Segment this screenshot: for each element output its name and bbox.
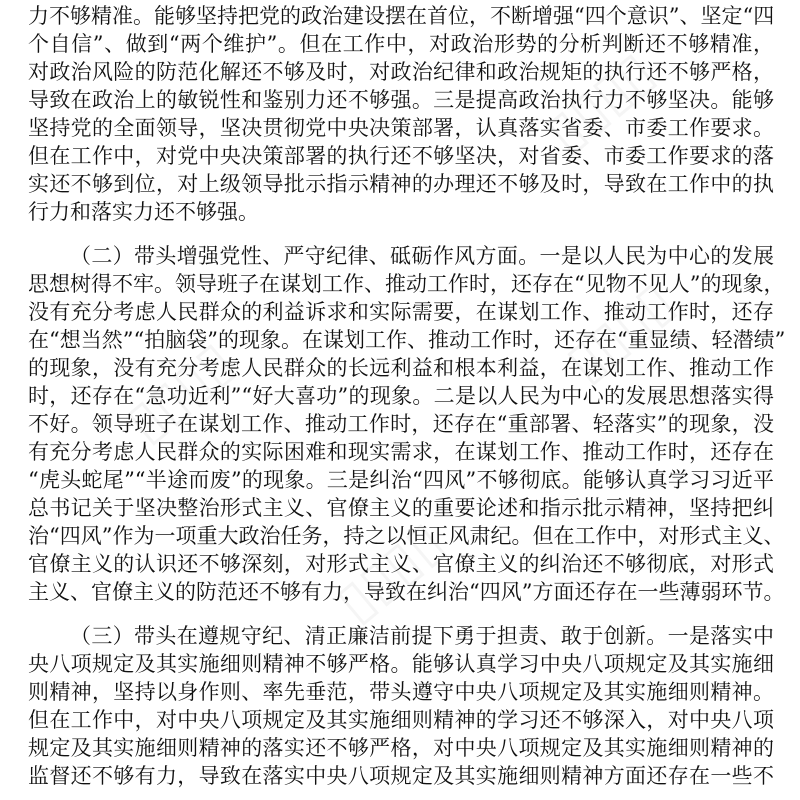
text-line: “虎头蛇尾”“半途而废”的现象。三是纠治“四风”不够彻底。能够认真学习习近平 <box>28 468 774 492</box>
text-line: 央八项规定及其实施细则精神不够严格。能够认真学习中央八项规定及其实施细 <box>28 652 774 676</box>
text-line: 则精神，坚持以身作则、率先垂范，带头遵守中央八项规定及其实施细则精神。 <box>28 680 774 704</box>
watermark: ▯▯▯▯ <box>113 329 246 454</box>
text-line: 实还不够到位，对上级领导批示指示精神的办理还不够及时，导致在工作中的执 <box>28 172 774 196</box>
text-line: 但在工作中，对党中央决策部署的执行还不够坚决，对省委、市委工作要求的落 <box>28 144 774 168</box>
watermark: ▯▯▯▯ <box>323 509 456 634</box>
text-line: 没有充分考虑人民群众的利益诉求和实际需要，在谋划工作、推动工作时，还存 <box>28 300 774 324</box>
text-line: 不好。领导班子在谋划工作、推动工作时，还存在“重部署、轻落实”的现象，没 <box>28 412 774 436</box>
text-line: 坚持党的全面领导，坚决贯彻党中央决策部署，认真落实省委、市委工作要求。 <box>28 116 774 140</box>
paragraph-heading-line: （二）带头增强党性、严守纪律、砥砺作风方面。一是以人民为中心的发展 <box>70 244 774 268</box>
text-line: 主义、官僚主义的防范还不够有力，导致在纠治“四风”方面还存在一些薄弱环节。 <box>28 580 785 604</box>
text-line: 行力和落实力还不够强。 <box>28 200 259 224</box>
text-line: 时，还存在“急功近利”“好大喜功”的现象。二是以人民为中心的发展思想落实得 <box>28 384 774 408</box>
text-line: 监督还不够有力，导致在落实中央八项规定及其实施细则精神方面还存在一些不 <box>28 764 774 788</box>
text-line: 对政治风险的防范化解还不够及时，对政治纪律和政治规矩的执行还不够严格， <box>28 60 774 84</box>
text-line: 治“四风”作为一项重大政治任务，持之以恒正风肃纪。但在工作中，对形式主义、 <box>28 524 785 548</box>
text-line: 官僚主义的认识还不够深刻，对形式主义、官僚主义的纠治还不够彻底，对形式 <box>28 552 774 576</box>
watermark: ▯▯▯▯ <box>533 39 666 164</box>
text-line: 总书记关于坚决整治形式主义、官僚主义的重要论述和指示批示精神，坚持把纠 <box>28 496 774 520</box>
text-line: 导致在政治上的敏锐性和鉴别力还不够强。三是提高政治执行力不够坚决。能够 <box>28 88 774 112</box>
text-line: 但在工作中，对中央八项规定及其实施细则精神的学习还不够深入，对中央八项 <box>28 708 774 732</box>
text-line: 力不够精准。能够坚持把党的政治建设摆在首位，不断增强“四个意识”、坚定“四 <box>28 4 775 28</box>
text-line: 在“想当然”“拍脑袋”的现象。在谋划工作、推动工作时，还存在“重显绩、轻潜绩” <box>28 328 786 352</box>
text-line: 规定及其实施细则精神的落实还不够严格，对中央八项规定及其实施细则精神的 <box>28 736 774 760</box>
text-line: 思想树得不牢。领导班子在谋划工作、推动工作时，还存在“见物不见人”的现象， <box>28 272 785 296</box>
text-line: 有充分考虑人民群众的实际困难和现实需求，在谋划工作、推动工作时，还存在 <box>28 440 774 464</box>
text-line: 个自信”、做到“两个维护”。但在工作中，对政治形势的分析判断还不够精准， <box>28 32 774 56</box>
watermark: ▯▯▯▯ <box>553 269 686 394</box>
paragraph-heading-line: （三）带头在遵规守纪、清正廉洁前提下勇于担责、敢于创新。一是落实中 <box>70 624 774 648</box>
text-line: 的现象，没有充分考虑人民群众的长远利益和根本利益，在谋划工作、推动工作 <box>28 356 774 380</box>
